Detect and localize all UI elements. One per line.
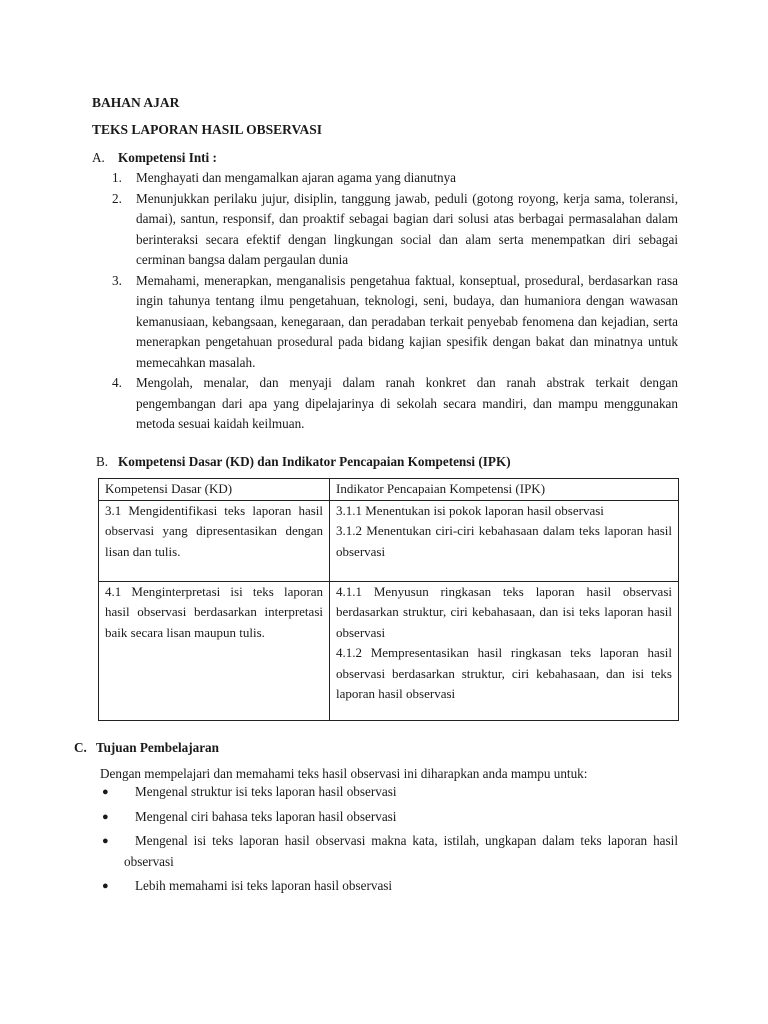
table-cell-kd: 4.1 Menginterpretasi isi teks laporan hasil observasi berdasarkan interpretasi baik secara lisan maupun tulis. (99, 581, 330, 720)
table-header-kd: Kompetensi Dasar (KD) (99, 479, 330, 501)
section-b-letter: B. (96, 454, 109, 469)
table-cell-kd: 3.1 Mengidentifikasi teks laporan hasil observasi yang dipresentasikan dengan lisan dan tulis. (99, 500, 330, 581)
list-item-text: Menunjukkan perilaku jujur, disiplin, tanggung jawab, peduli (gotong royong, kerja sama, toleransi, damai), santun, responsif, dan proaktif sebagai bagian dari solusi atas berbagai permasalahan dalam berinteraksi secara efektif dengan lingkungan social dan alam serta menempatkan diri sebagai cerminan bangsa dalam pergaulan dunia (136, 190, 678, 267)
table-row (99, 581, 679, 720)
list-item-number: 2. (112, 190, 122, 206)
kd-ipk-table (98, 478, 679, 721)
section-a-title: Kompetensi Inti : (118, 150, 217, 165)
section-c-intro: Dengan mempelajari dan memahami teks hasil observasi ini diharapkan anda mampu untuk: (100, 766, 588, 781)
list-item (108, 373, 678, 435)
bullet-icon: ● (102, 786, 109, 798)
tujuan-bullet-list (100, 782, 678, 901)
list-item-number: 4. (112, 375, 122, 390)
doc-title: BAHAN AJAR (92, 95, 180, 110)
list-item (100, 782, 678, 803)
list-item (100, 831, 678, 872)
table-cell-ipk (330, 581, 679, 720)
section-a-heading (92, 148, 217, 169)
ipk-item: 4.1.2 Mempresentasikan hasil ringkasan teks laporan hasil observasi berdasarkan struktur, ciri kebahasaan, dan isi teks laporan hasil observasi (336, 645, 672, 701)
bullet-icon: ● (102, 810, 109, 823)
list-item-text: Menghayati dan mengamalkan ajaran agama yang dianutnya (136, 170, 457, 185)
section-b-heading (96, 452, 511, 473)
list-item-text: Mengenal ciri bahasa teks laporan hasil observasi (135, 808, 397, 824)
table-header-row (99, 479, 679, 501)
bullet-icon: ● (102, 835, 109, 847)
doc-subtitle: TEKS LAPORAN HASIL OBSERVASI (92, 122, 322, 137)
list-item-text: Memahami, menerapkan, menganalisis pengetahua faktual, konseptual, prosedural, berdasarkan rasa ingin tahunya tentang ilmu pengetahuan, teknologi, seni, budaya, dan humaniora dengan wawasan kemanusiaan, kebangsaan, kenegaraan, dan peradaban terkait penyebab fenomena dan kejadian, serta menerapkan pengetahuan prosedural pada bidang kajian spesifik dengan bakat dan minatnya untuk memecahkan masalah. (136, 272, 678, 370)
list-item-text: Mengenal isi teks laporan hasil observasi makna kata, istilah, ungkapan dalam teks laporan hasil observasi (124, 833, 678, 869)
ipk-item: 3.1.2 Menentukan ciri-ciri kebahasaan dalam teks laporan hasil observasi (336, 523, 672, 559)
table-cell-ipk (330, 500, 679, 581)
kompetensi-inti-list (108, 168, 678, 435)
list-item-number: 3. (112, 272, 122, 288)
list-item-text: Lebih memahami isi teks laporan hasil observasi (135, 878, 393, 893)
section-b-title: Kompetensi Dasar (KD) dan Indikator Pencapaian Kompetensi (IPK) (118, 454, 511, 469)
list-item (100, 807, 678, 828)
list-item-text: Mengolah, menalar, dan menyaji dalam ranah konkret dan ranah abstrak terkait dengan pengembangan dari apa yang dipelajarinya di sekolah secara mandiri, dan mampu menggunakan metoda sesuai kaidah keilmuan. (136, 375, 678, 431)
list-item (108, 168, 678, 189)
section-c-title: Tujuan Pembelajaran (96, 740, 219, 755)
bullet-icon: ● (102, 880, 109, 892)
ipk-item: 4.1.1 Menyusun ringkasan teks laporan hasil observasi berdasarkan struktur, ciri kebahasaan, dan isi teks laporan hasil observasi (336, 583, 672, 640)
list-item (100, 876, 678, 897)
list-item-number: 1. (112, 170, 122, 185)
section-a-letter: A. (92, 150, 105, 165)
table-row (99, 500, 679, 581)
section-c-heading (74, 738, 219, 759)
list-item (108, 271, 678, 374)
list-item (108, 189, 678, 271)
table-header-ipk: Indikator Pencapaian Kompetensi (IPK) (330, 479, 679, 501)
ipk-item: 3.1.1 Menentukan isi pokok laporan hasil observasi (336, 502, 604, 518)
section-c-letter: C. (74, 740, 87, 755)
list-item-text: Mengenal struktur isi teks laporan hasil observasi (135, 784, 397, 799)
